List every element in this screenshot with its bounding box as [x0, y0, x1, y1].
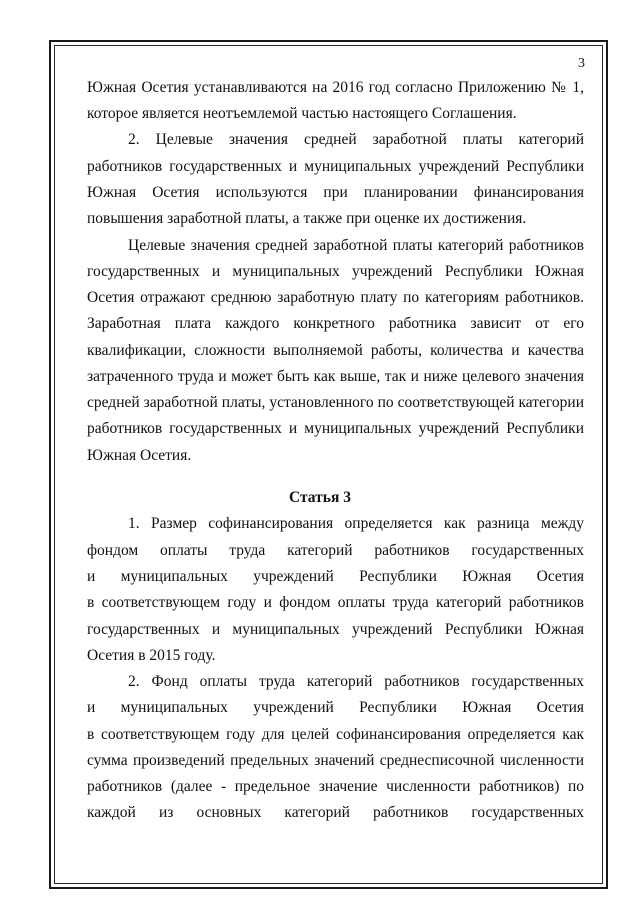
paragraph-first-line: 2. Целевые значения средней заработной платы категорий: [128, 131, 584, 148]
text-line: государственных и муниципальных учреждений Республики Южная: [87, 263, 584, 280]
text-line: государственных и муниципальных учреждений Республики Южная: [87, 621, 584, 638]
text-line: работников государственных и муниципальных учреждений Республики: [87, 420, 584, 437]
text-line: затраченного труда и может быть как выше, так и ниже целевого значения: [87, 368, 584, 385]
text-line: Осетия отражают среднюю заработную плату по категориям работников.: [87, 289, 584, 306]
text-line: сумма произведений предельных значений среднесписочной численности: [87, 752, 584, 769]
text-line: работников государственных и муниципальных учреждений Республики: [87, 158, 584, 175]
text-line: фондом оплаты труда категорий работников государственных: [87, 542, 584, 559]
text-line: в соответствующем году и фондом оплаты труда категорий работников: [87, 594, 584, 611]
text-line: Южная Осетия используются при планировании финансирования: [87, 184, 584, 201]
text-line: Заработная плата каждого конкретного работника зависит от его: [87, 315, 584, 332]
paragraph-first-line: Целевые значения средней заработной платы категорий работников: [128, 237, 584, 254]
text-line: Южная Осетия.: [87, 447, 192, 464]
page-number: 3: [578, 56, 585, 71]
article-heading: Статья 3: [289, 489, 351, 506]
text-line: средней заработной платы, установленного по соответствующей категории: [87, 394, 584, 411]
paragraph-first-line: 1. Размер софинансирования определяется как разница между: [128, 515, 584, 532]
text-line: и муниципальных учреждений Республики Южная Осетия: [87, 568, 584, 585]
paragraph-first-line: 2. Фонд оплаты труда категорий работников государственных: [128, 673, 584, 690]
text-line: каждой из основных категорий работников государственных: [87, 804, 584, 821]
text-line: работников (далее - предельное значение численности работников) по: [87, 778, 584, 795]
text-line: которое является неотъемлемой частью настоящего Соглашения.: [87, 105, 517, 122]
text-line: повышения заработной платы, а также при оценке их достижения.: [87, 210, 527, 227]
text-line: в соответствующем году для целей софинансирования определяется как: [87, 726, 584, 743]
text-line: квалификации, сложности выполняемой работы, количества и качества: [87, 342, 584, 359]
text-line: и муниципальных учреждений Республики Южная Осетия: [87, 699, 584, 716]
text-line: Осетия в 2015 году.: [87, 647, 216, 664]
text-line: Южная Осетия устанавливаются на 2016 год согласно Приложению № 1,: [87, 79, 584, 96]
